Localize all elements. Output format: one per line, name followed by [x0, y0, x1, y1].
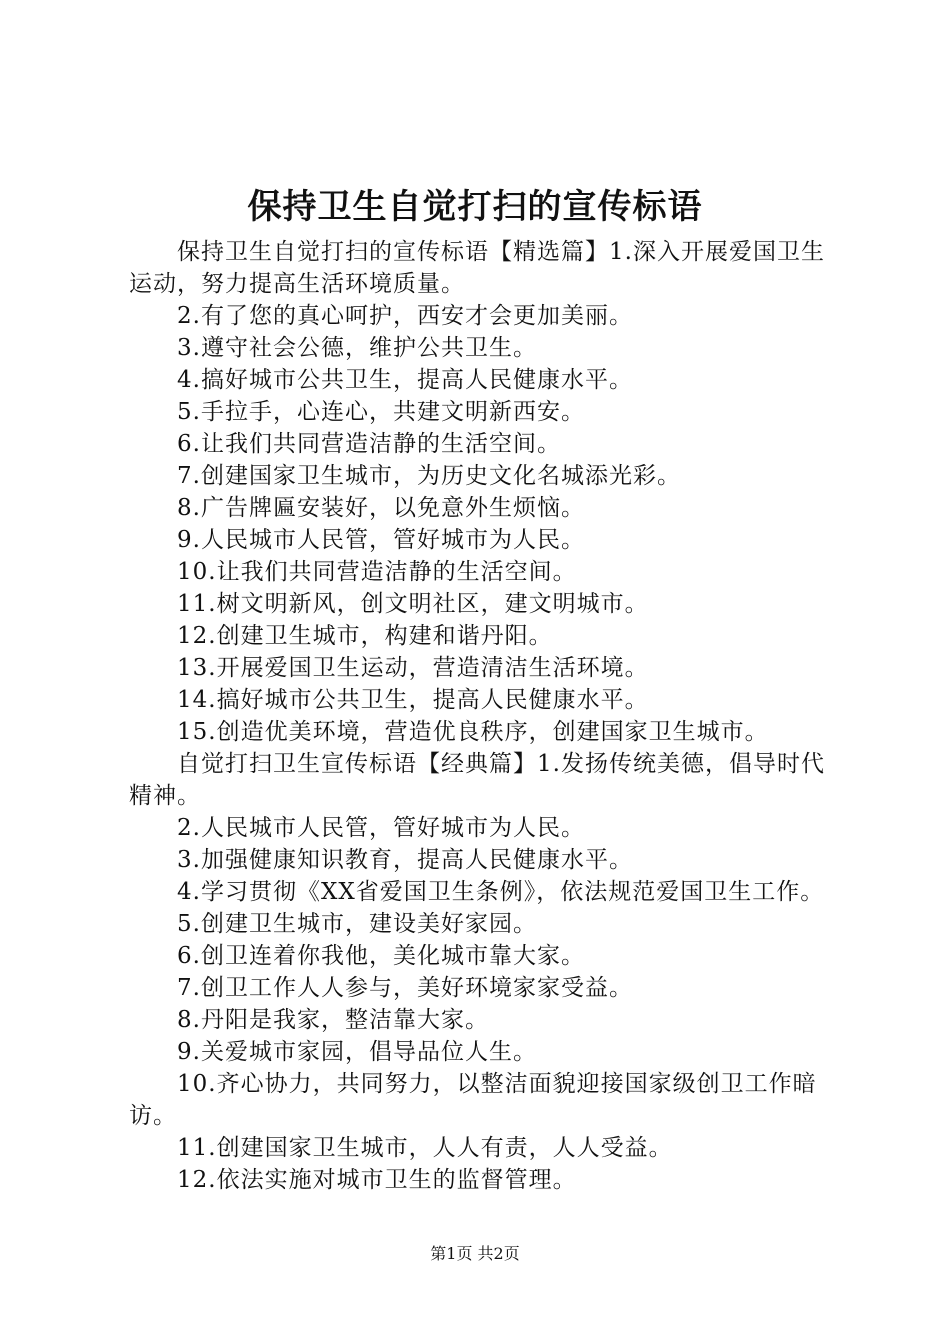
paragraph: 8.丹阳是我家，整洁靠大家。 — [177, 1007, 489, 1033]
paragraph: 15.创造优美环境，营造优良秩序，创建国家卫生城市。 — [177, 719, 769, 745]
paragraph: 14.搞好城市公共卫生，提高人民健康水平。 — [177, 687, 649, 713]
paragraph: 5.创建卫生城市，建设美好家园。 — [177, 911, 537, 937]
paragraph: 13.开展爱国卫生运动，营造清洁生活环境。 — [177, 655, 649, 681]
paragraph: 10.让我们共同营造洁静的生活空间。 — [177, 559, 577, 585]
paragraph: 12.创建卫生城市，构建和谐丹阳。 — [177, 623, 553, 649]
paragraph: 保持卫生自觉打扫的宣传标语【精选篇】1.深入开展爱国卫生运动，努力提高生活环境质量。 — [129, 239, 825, 297]
paragraph: 2.有了您的真心呵护，西安才会更加美丽。 — [177, 303, 633, 329]
paragraph: 7.创建国家卫生城市，为历史文化名城添光彩。 — [177, 463, 681, 489]
paragraph: 10.齐心协力，共同努力，以整洁面貌迎接国家级创卫工作暗访。 — [129, 1071, 817, 1129]
paragraph: 2.人民城市人民管，管好城市为人民。 — [177, 815, 585, 841]
paragraph: 6.让我们共同营造洁静的生活空间。 — [177, 431, 561, 457]
paragraph: 自觉打扫卫生宣传标语【经典篇】1.发扬传统美德，倡导时代精神。 — [129, 751, 825, 809]
paragraph: 3.加强健康知识教育，提高人民健康水平。 — [177, 847, 633, 873]
document-body — [129, 236, 834, 1196]
paragraph: 7.创卫工作人人参与，美好环境家家受益。 — [177, 975, 633, 1001]
paragraph: 6.创卫连着你我他，美化城市靠大家。 — [177, 943, 585, 969]
paragraph: 5.手拉手，心连心，共建文明新西安。 — [177, 399, 585, 425]
paragraph: 11.创建国家卫生城市，人人有责，人人受益。 — [177, 1135, 673, 1161]
paragraph: 8.广告牌匾安装好，以免意外生烦恼。 — [177, 495, 585, 521]
paragraph: 3.遵守社会公德，维护公共卫生。 — [177, 335, 537, 361]
paragraph: 4.学习贯彻《XX省爱国卫生条例》，依法规范爱国卫生工作。 — [177, 879, 825, 905]
paragraph: 9.人民城市人民管，管好城市为人民。 — [177, 527, 585, 553]
paragraph: 9.关爱城市家园，倡导品位人生。 — [177, 1039, 537, 1065]
paragraph: 11.树文明新风，创文明社区，建文明城市。 — [177, 591, 649, 617]
paragraph: 12.依法实施对城市卫生的监督管理。 — [177, 1167, 577, 1193]
paragraph: 4.搞好城市公共卫生，提高人民健康水平。 — [177, 367, 633, 393]
page-footer: 第1页 共2页 — [430, 1244, 520, 1263]
document-title: 保持卫生自觉打扫的宣传标语 — [247, 187, 703, 227]
